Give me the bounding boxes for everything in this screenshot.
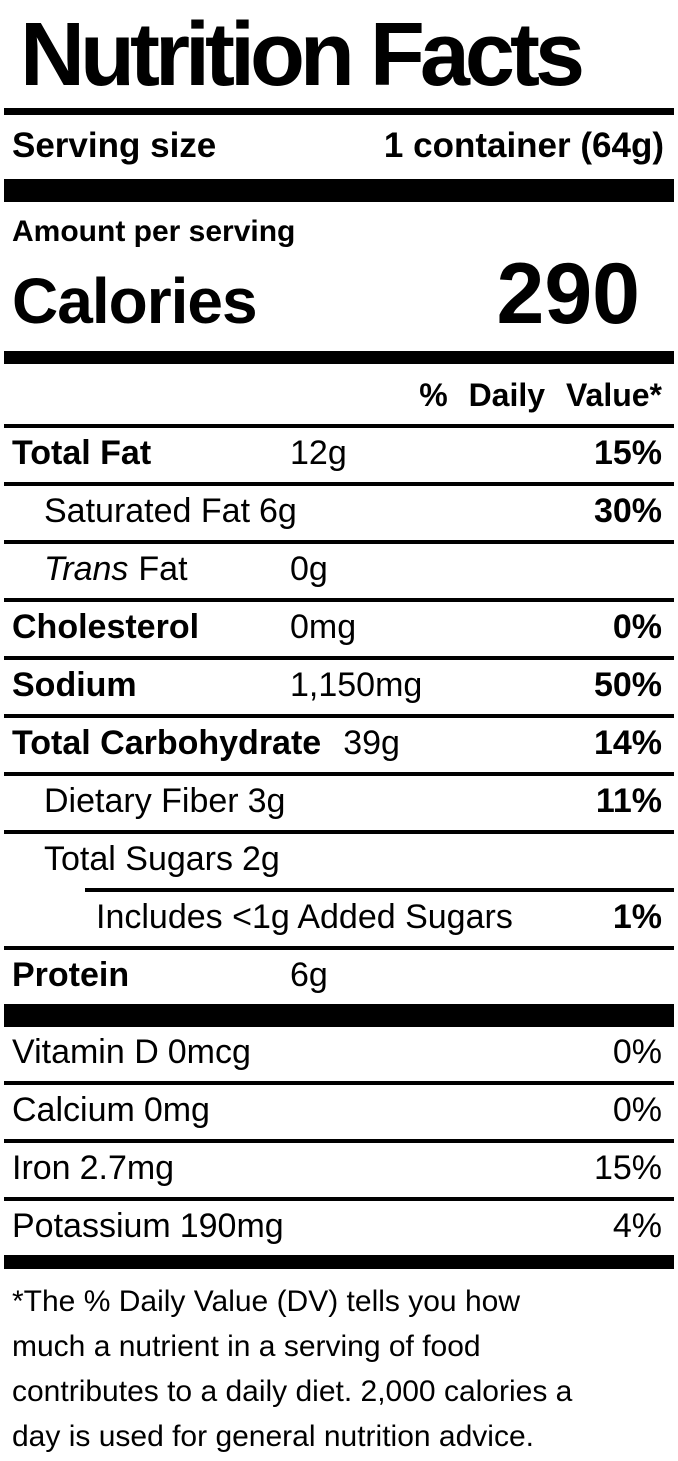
nutrient-name-italic: Trans [44, 550, 129, 588]
calories-row [4, 246, 674, 351]
nutrient-amount: 12g [290, 434, 347, 472]
calories-value: 290 [496, 246, 640, 342]
nutrient-amount: 0mg [290, 608, 357, 646]
nutrient-amount: 39g [343, 724, 400, 762]
micronutrient-name: Iron [12, 1149, 71, 1187]
footnote-line: contributes to a daily diet. 2,000 calories a [12, 1375, 573, 1408]
nutrient-name: Sodium [12, 666, 137, 704]
micronutrient-dv: 4% [612, 1207, 662, 1245]
footnote [4, 1269, 674, 1461]
nutrient-row-total-fat [4, 424, 674, 482]
micronutrient-dv: 0% [612, 1033, 662, 1071]
nutrient-row-sodium [4, 656, 674, 714]
nutrient-dv: 30% [593, 492, 662, 530]
micronutrient-row-iron [4, 1139, 674, 1197]
micronutrient-name: Potassium [12, 1207, 171, 1245]
amount-per-serving-label: Amount per serving [12, 215, 296, 248]
nutrient-name: Total Sugars [44, 840, 233, 878]
nutrient-name: Total Fat [12, 434, 152, 472]
nutrient-row-dietary-fiber [4, 772, 674, 830]
nutrient-row-saturated-fat [4, 482, 674, 540]
micronutrient-amount: 0mcg [167, 1033, 251, 1071]
footnote-line: much a nutrient in a serving of food [12, 1330, 481, 1363]
nutrient-row-added-sugars [4, 892, 674, 946]
nutrient-amount: 0g [290, 550, 328, 588]
nutrient-name: Total Carbohydrate [12, 724, 322, 762]
nutrient-amount: 3g [247, 782, 286, 820]
micronutrient-amount: 2.7mg [79, 1149, 175, 1187]
nutrient-amount: 1,150mg [290, 666, 423, 704]
footnote-line: day is used for general nutrition advice. [12, 1420, 534, 1453]
nutrient-row-protein [4, 946, 674, 1004]
nutrient-dv: 11% [595, 782, 662, 820]
micronutrient-dv: 15% [593, 1149, 662, 1187]
micronutrient-amount: 190mg [179, 1207, 284, 1245]
nutrient-row-cholesterol [4, 598, 674, 656]
divider-thick-middle [4, 1004, 674, 1027]
nutrient-name: Dietary Fiber [44, 782, 239, 820]
serving-size-value: 1 container (64g) [383, 126, 664, 165]
serving-size-row [4, 115, 674, 179]
micronutrient-dv: 0% [612, 1091, 662, 1129]
nutrient-row-total-sugars [4, 830, 674, 888]
nutrient-dv: 50% [593, 666, 662, 704]
nutrient-row-trans-fat [4, 540, 674, 598]
divider-thick-top [4, 179, 674, 202]
footnote-line: *The % Daily Value (DV) tells you how [12, 1285, 520, 1318]
micronutrient-row-vitamin-d [4, 1027, 674, 1081]
nutrient-name: Fat [138, 550, 188, 588]
daily-value-header: % Daily Value* [419, 377, 662, 413]
divider-medium [4, 351, 674, 364]
nutrient-name: Includes <1g Added Sugars [96, 898, 513, 936]
nutrient-name: Protein [12, 956, 130, 994]
nutrient-amount: 6g [259, 492, 297, 530]
micronutrient-name: Calcium [12, 1091, 135, 1129]
micronutrient-amount: 0mg [143, 1091, 210, 1129]
nutrient-row-total-carbohydrate [4, 714, 674, 772]
divider-thick-bottom [4, 1255, 674, 1269]
nutrient-name: Cholesterol [12, 608, 200, 646]
nutrient-amount: 6g [290, 956, 328, 994]
micronutrient-row-calcium [4, 1081, 674, 1139]
nutrient-dv: 14% [593, 724, 662, 762]
nutrient-dv: 15% [593, 434, 662, 472]
nutrient-dv: 1% [612, 898, 662, 936]
nutrition-facts-label [4, 0, 674, 1461]
calories-label: Calories [12, 265, 257, 337]
serving-size-label: Serving size [12, 126, 217, 165]
label-title: Nutrition Facts [20, 5, 581, 105]
nutrient-dv: 0% [612, 608, 662, 646]
nutrient-name: Saturated Fat [44, 492, 251, 530]
nutrient-amount: 2g [242, 840, 280, 878]
micronutrient-row-potassium [4, 1197, 674, 1255]
title-divider [4, 108, 674, 115]
micronutrient-name: Vitamin D [12, 1033, 159, 1071]
